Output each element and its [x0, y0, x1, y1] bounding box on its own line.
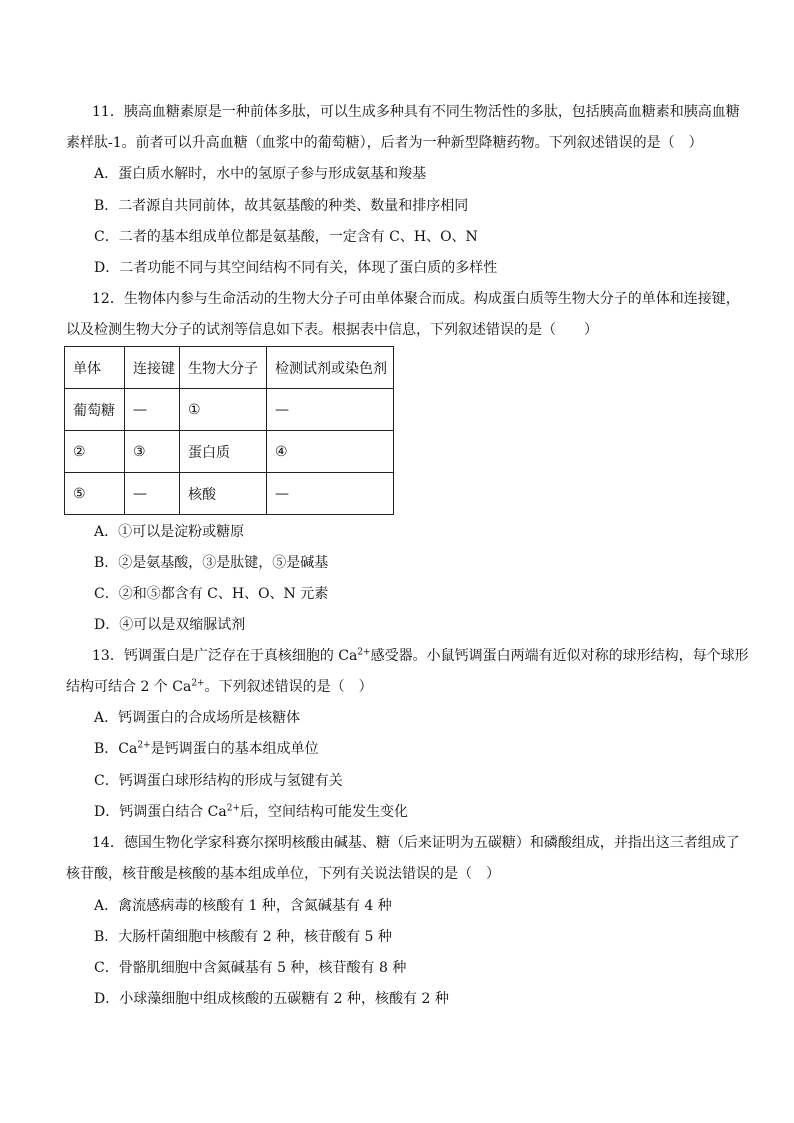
q13-optd-superscript: 2+	[226, 803, 241, 814]
table-cell: 蛋白质	[180, 431, 267, 473]
table-cell: ③	[125, 431, 180, 473]
q13-stem-line1	[92, 646, 749, 666]
q14-option-a: A．禽流感病毒的核酸有 1 种，含氮碱基有 4 种	[94, 898, 392, 914]
table-row	[65, 473, 394, 515]
q13-line2-text-b: 。下列叙述错误的是（ ）	[204, 679, 373, 695]
q14-stem-line1: 14．德国生物化学家科赛尔探明核酸由碱基、糖（后来证明为五碳糖）和磷酸组成，并指出这三者组成了	[92, 835, 740, 851]
q11-option-c: C．二者的基本组成单位都是氨基酸，一定含有 C、H、O、N	[94, 229, 478, 245]
q12-option-a: A．①可以是淀粉或糖原	[94, 524, 245, 540]
table-header-cell: 单体	[65, 347, 125, 389]
q14-option-b: B．大肠杆菌细胞中核酸有 2 种，核苷酸有 5 种	[94, 929, 392, 945]
table-row	[65, 389, 394, 431]
q11-stem-line2: 素样肽-1。前者可以升高血糖（血浆中的葡萄糖），后者为一种新型降糖药物。下列叙述错误的是（ ）	[66, 135, 703, 151]
table-cell: ④	[267, 431, 394, 473]
q11-stem-line1: 11．胰高血糖素原是一种前体多肽，可以生成多种具有不同生物活性的多肽，包括胰高血糖素和胰高血糖	[92, 104, 740, 120]
q13-line1-superscript: 2+	[357, 647, 371, 658]
q12-stem-line2: 以及检测生物大分子的试剂等信息如下表。根据表中信息，下列叙述错误的是（ ）	[66, 322, 598, 338]
q13-line2-superscript: 2+	[191, 678, 205, 689]
q13-line1-text-b: 感受器。小鼠钙调蛋白两端有近似对称的球形结构，每个球形	[370, 648, 749, 664]
table-cell: —	[267, 389, 394, 431]
q12-stem-line1: 12．生物体内参与生命活动的生物大分子可由单体聚合而成。构成蛋白质等生物大分子的单体和连接键，	[92, 291, 740, 307]
table-header-row	[65, 347, 394, 389]
monomer-table	[64, 346, 394, 515]
q13-option-b	[94, 739, 319, 759]
q13-optb-text-b: 是钙调蛋白的基本组成单位	[150, 741, 319, 757]
table-cell: —	[125, 473, 180, 515]
table-header-cell: 生物大分子	[180, 347, 267, 389]
q13-optb-superscript: 2+	[137, 740, 151, 751]
q13-option-a: A．钙调蛋白的合成场所是核糖体	[94, 710, 301, 726]
table-cell: 核酸	[180, 473, 267, 515]
q11-option-a: A．蛋白质水解时，水中的氢原子参与形成氨基和羧基	[94, 166, 427, 182]
q13-option-d	[94, 802, 408, 822]
q11-option-d: D．二者功能不同与其空间结构不同有关，体现了蛋白质的多样性	[94, 260, 498, 276]
table-cell: 葡萄糖	[65, 389, 125, 431]
table-header-cell: 检测试剂或染色剂	[267, 347, 394, 389]
q12-option-c: C．②和⑤都含有 C、H、O、N 元素	[94, 586, 329, 602]
q11-option-b: B．二者源自共同前体，故其氨基酸的种类、数量和排序相同	[94, 198, 469, 214]
q13-stem-line2	[66, 677, 373, 697]
table-cell: ①	[180, 389, 267, 431]
table-cell: —	[267, 473, 394, 515]
table-cell: —	[125, 389, 180, 431]
table-header-cell: 连接键	[125, 347, 180, 389]
q13-line1-text-a: 13．钙调蛋白是广泛存在于真核细胞的 Ca	[92, 648, 358, 664]
q13-option-c: C．钙调蛋白球形结构的形成与氢键有关	[94, 773, 343, 789]
q13-optb-text-a: B．Ca	[94, 741, 138, 757]
q13-line2-text-a: 结构可结合 2 个 Ca	[66, 679, 192, 695]
q14-option-c: C．骨骼肌细胞中含氮碱基有 5 种，核苷酸有 8 种	[94, 960, 407, 976]
q13-optd-text-b: 后，空间结构可能发生变化	[240, 804, 409, 820]
table-row	[65, 431, 394, 473]
q12-option-d: D．④可以是双缩脲试剂	[94, 617, 246, 633]
q12-option-b: B．②是氨基酸，③是肽键，⑤是碱基	[94, 555, 329, 571]
q14-option-d: D．小球藻细胞中组成核酸的五碳糖有 2 种，核酸有 2 种	[94, 991, 449, 1007]
table-cell: ②	[65, 431, 125, 473]
table-cell: ⑤	[65, 473, 125, 515]
q14-stem-line2: 核苷酸，核苷酸是核酸的基本组成单位，下列有关说法错误的是（ ）	[66, 866, 500, 882]
q13-optd-text-a: D．钙调蛋白结合 Ca	[94, 804, 227, 820]
